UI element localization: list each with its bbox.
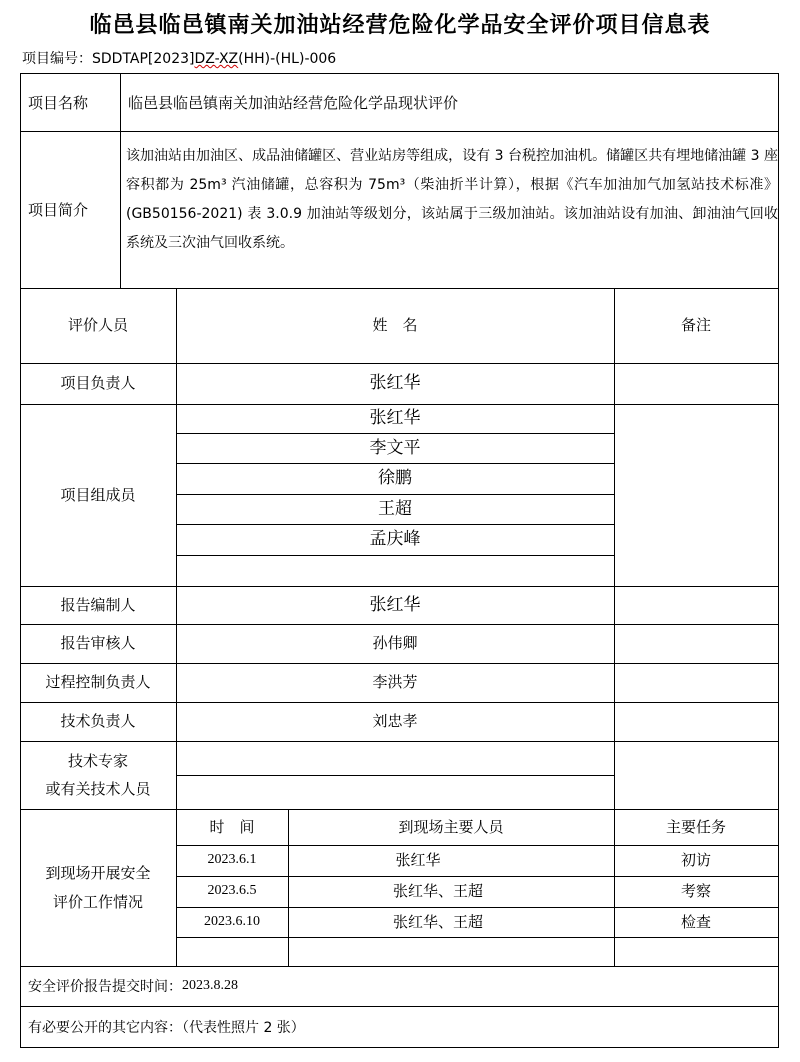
project-name-value: 临邑县临邑镇南关加油站经营危险化学品现状评价 xyxy=(128,93,459,112)
leader-name: 张红华 xyxy=(369,373,421,394)
member-name: 孟庆峰 xyxy=(369,529,421,550)
process-control-name: 李洪芳 xyxy=(372,673,418,692)
tech-lead-name: 刘忠孝 xyxy=(372,712,418,731)
site-row-task: 初访 xyxy=(680,851,711,870)
member-name: 徐鹏 xyxy=(378,468,412,489)
project-intro-label: 项目简介 xyxy=(28,201,89,219)
member-name: 张红华 xyxy=(369,408,421,429)
header-role: 评价人员 xyxy=(67,316,128,335)
site-row-time: 2023.6.5 xyxy=(207,883,257,899)
header-name: 姓 名 xyxy=(372,316,418,335)
project-intro-text: 该加油站由加油区、成品油储罐区、营业站房等组成，设有 3 台税控加油机。储罐区共有埋地储油罐 3 座容积都为 25m³ 汽油储罐，总容积为 75m³（柴油折半计算），根据《汽车加油加气加氢站技术标准》(GB50156-2021) 表 3.0.9 加油站等级划分，该站属于三级加油站。该加油站设有加油、卸油油气回收系统及三次油气回收系统。 xyxy=(126,148,778,251)
site-work-label xyxy=(20,809,176,966)
submit-time-label: 安全评价报告提交时间： xyxy=(28,979,182,995)
report-reviewer-label: 报告审核人 xyxy=(60,634,136,653)
site-header-time: 时 间 xyxy=(209,817,255,836)
report-writer-name: 张红华 xyxy=(369,594,421,615)
submit-time xyxy=(28,966,238,1006)
leader-label: 项目负责人 xyxy=(60,374,136,393)
member-name: 王超 xyxy=(378,498,412,519)
site-row-people: 张红华、王超 xyxy=(392,882,483,901)
project-number-suffix: (HH)-(HL)-006 xyxy=(238,51,337,67)
report-reviewer-name: 孙伟卿 xyxy=(372,634,418,653)
site-work-label-line2: 评价工作情况 xyxy=(52,892,143,911)
site-row-time: 2023.6.1 xyxy=(207,852,257,868)
tech-lead-label: 技术负责人 xyxy=(60,712,136,731)
site-row-time: 2023.6.10 xyxy=(204,913,260,929)
tech-expert-label-line1: 技术专家 xyxy=(67,751,128,770)
site-header-people: 到现场主要人员 xyxy=(398,817,504,836)
members-label: 项目组成员 xyxy=(60,485,136,504)
tech-expert-label xyxy=(20,741,176,809)
project-number-code: DZ-XZ xyxy=(194,51,239,67)
project-number xyxy=(22,48,336,68)
public-content: 有必要公开的其它内容：（代表性照片 2 张） xyxy=(28,1019,305,1036)
site-row-people: 张红华、王超 xyxy=(392,912,483,931)
header-note: 备注 xyxy=(680,316,711,335)
site-work-label-line1: 到现场开展安全 xyxy=(45,864,151,882)
report-writer-label: 报告编制人 xyxy=(60,595,136,614)
member-name: 李文平 xyxy=(369,437,421,458)
process-control-label: 过程控制负责人 xyxy=(45,673,151,692)
project-number-prefix: 项目编号：SDDTAP[2023] xyxy=(22,51,195,67)
page-title: 临邑县临邑镇南关加油站经营危险化学品安全评价项目信息表 xyxy=(89,13,711,38)
submit-time-date: 2023.8.28 xyxy=(182,978,238,993)
site-row-task: 考察 xyxy=(680,882,711,901)
tech-expert-label-line2: 或有关技术人员 xyxy=(45,780,151,798)
site-row-people: 张红华 xyxy=(395,851,441,870)
site-row-task: 检查 xyxy=(680,912,711,931)
project-name-label: 项目名称 xyxy=(28,93,89,112)
site-header-task: 主要任务 xyxy=(665,817,726,836)
